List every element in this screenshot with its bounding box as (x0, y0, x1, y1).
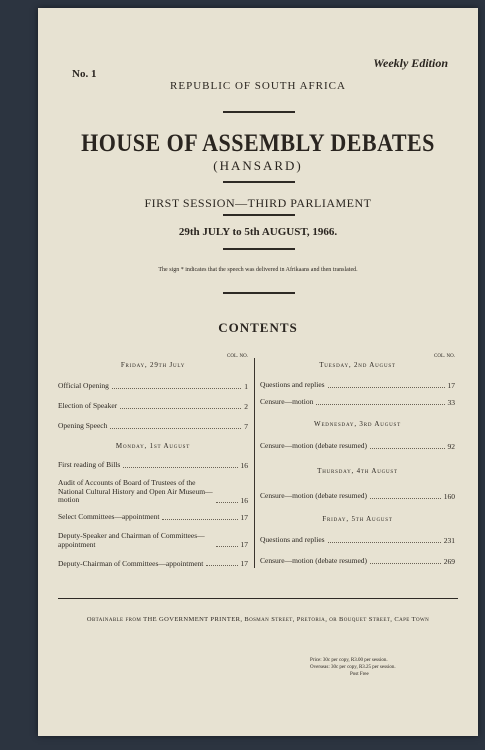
date-range: 29th JULY to 5th AUGUST, 1966. (178, 226, 338, 238)
column-number-label: COL. NO. (227, 354, 248, 359)
entry-col: 16 (240, 495, 248, 505)
session-label: FIRST SESSION—THIRD PARLIAMENT (144, 196, 372, 210)
entry-col: 269 (443, 557, 455, 566)
contents-entry (260, 398, 455, 407)
entry-col: 92 (447, 442, 455, 451)
contents-entry (260, 381, 455, 390)
post-free: Post Free (350, 671, 369, 677)
entry-col: 16 (240, 461, 248, 470)
republic-heading: REPUBLIC OF SOUTH AFRICA (170, 80, 346, 92)
entry-col: 17 (447, 381, 455, 390)
day-heading: Friday, 29th July (120, 361, 186, 369)
translation-note: The sign * indicates that the speech was delivered in Afrikaans and then translated. (158, 267, 358, 273)
entry-title: Questions and replies (260, 535, 325, 545)
contents-heading: CONTENTS (218, 320, 298, 335)
document-title: HOUSE OF ASSEMBLY DEBATES (81, 128, 435, 157)
contents-right-column (260, 354, 455, 566)
divider (223, 181, 295, 183)
entry-title: Censure—motion (debate resumed) (260, 491, 368, 501)
contents-entry (58, 532, 248, 549)
entry-col: 160 (443, 492, 455, 501)
entry-title: Censure—motion (260, 397, 314, 407)
column-number-label: COL. NO. (434, 354, 455, 359)
footer-rule (58, 598, 458, 599)
entry-title: Audit of Accounts of Board of Trustees of the National Cultural History and Open Air Museum—motion (58, 478, 213, 505)
entry-title: First reading of Bills (58, 460, 121, 470)
edition-label: Weekly Edition (373, 56, 448, 70)
document-page (38, 8, 478, 736)
contents-entry (58, 382, 248, 391)
price-block (310, 658, 460, 678)
contents-entry (58, 422, 248, 431)
issue-number: No. 1 (72, 68, 97, 80)
entry-col: 17 (240, 540, 248, 550)
entry-col: 7 (244, 422, 248, 431)
divider (223, 111, 295, 113)
entry-col: 2 (244, 402, 248, 411)
column-divider (254, 358, 255, 568)
day-heading: Wednesday, 3rd August (314, 420, 401, 428)
document-subtitle: (HANSARD) (213, 158, 303, 173)
day-heading: Tuesday, 2nd August (319, 361, 396, 369)
entry-title: Election of Speaker (58, 401, 118, 411)
contents-entry (58, 513, 248, 522)
entry-col: 17 (240, 512, 248, 522)
contents-entry (260, 557, 455, 566)
contents-entry (58, 479, 248, 505)
divider (223, 292, 295, 294)
day-heading: Friday, 5th August (322, 515, 393, 523)
entry-title: Censure—motion (debate resumed) (260, 556, 368, 566)
entry-title: Deputy-Speaker and Chairman of Committees—appointment (58, 530, 205, 549)
entry-title: Select Committees—appointment (58, 512, 160, 522)
obtainable-notice: Obtainable from THE GOVERNMENT PRINTER, Bosman Street, Pretoria, or Bouquet Street, Cape Town (86, 616, 430, 623)
contents-entry (260, 492, 455, 501)
day-heading: Thursday, 4th August (317, 467, 398, 475)
price-local: Price: 30c per copy, R3.00 per session. (310, 658, 388, 663)
day-heading: Monday, 1st August (115, 442, 191, 450)
contents-entry (58, 461, 248, 470)
entry-col: 33 (447, 398, 455, 407)
entry-title: Official Opening (58, 381, 109, 391)
entry-title: Opening Speech (58, 421, 108, 431)
price-overseas: Overseas: 30c per copy, R3.25 per session. (310, 664, 396, 670)
contents-entry (58, 402, 248, 411)
entry-title: Deputy-Chairman of Committees—appointment (58, 558, 204, 568)
divider (223, 214, 295, 216)
contents-entry (260, 442, 455, 451)
divider (223, 248, 295, 250)
entry-col: 17 (240, 559, 248, 569)
contents-left-column (58, 354, 248, 568)
entry-title: Censure—motion (debate resumed) (260, 441, 368, 451)
entry-title: Questions and replies (260, 380, 325, 390)
entry-col: 1 (244, 382, 248, 391)
contents-entry (260, 536, 455, 545)
entry-col: 231 (443, 536, 455, 545)
contents-entry (58, 559, 248, 568)
